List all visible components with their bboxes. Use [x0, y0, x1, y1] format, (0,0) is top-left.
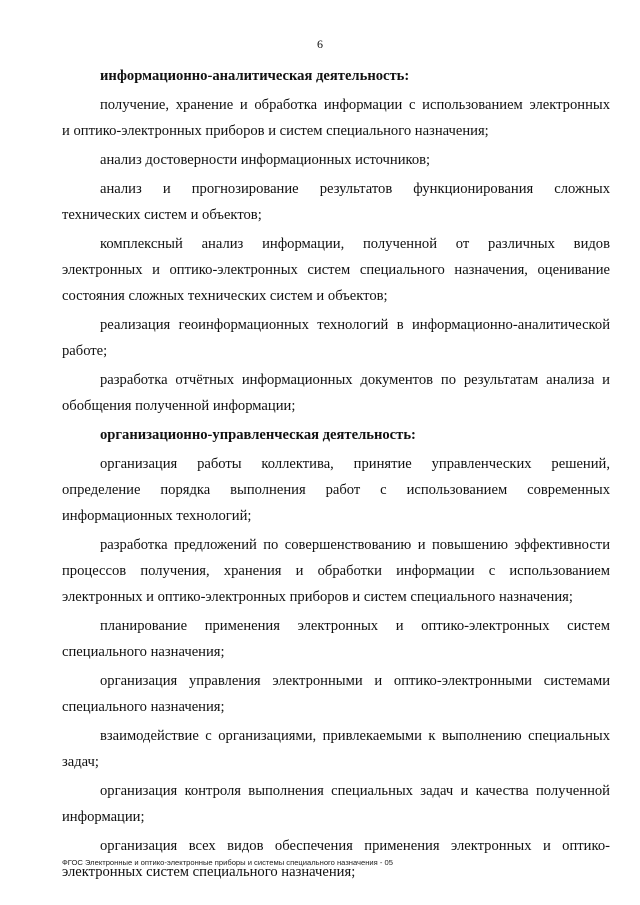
- text-line: электронных и оптико-электронных приборов и систем специального назначения;: [62, 589, 573, 605]
- paragraph: [62, 312, 610, 364]
- text-line: организационно-управленческая деятельность:: [100, 427, 416, 443]
- text-line: взаимодействие с организациями, привлекаемыми к выполнению специальных: [100, 728, 610, 744]
- page-footer: ФГОС Электронные и оптико-электронные приборы и системы специального назначения - 05: [62, 858, 393, 867]
- paragraph: [62, 367, 610, 419]
- text-line: и оптико-электронных приборов и систем специального назначения;: [62, 123, 489, 139]
- text-line: технических систем и объектов;: [62, 207, 262, 223]
- text-line: анализ достоверности информационных источников;: [100, 152, 431, 168]
- text-line: состояния сложных технических систем и объектов;: [62, 288, 388, 304]
- text-line: разработка предложений по совершенствованию и повышению эффективности: [100, 537, 610, 553]
- section-heading: [62, 422, 610, 448]
- text-line: обобщения полученной информации;: [62, 398, 296, 414]
- text-line: анализ и прогнозирование результатов функционирования сложных: [100, 181, 610, 197]
- paragraph: [62, 92, 610, 144]
- text-line: разработка отчётных информационных документов по результатам анализа и: [100, 372, 610, 388]
- text-line: электронных систем специального назначения;: [62, 864, 356, 880]
- text-line: определение порядка выполнения работ с использованием современных: [62, 482, 610, 498]
- paragraph: [62, 451, 610, 529]
- text-line: организация всех видов обеспечения применения электронных и оптико-: [100, 838, 610, 854]
- text-line: организация работы коллектива, принятие управленческих решений,: [100, 456, 610, 472]
- paragraph: [62, 723, 610, 775]
- text-line: процессов получения, хранения и обработки информации с использованием: [62, 563, 610, 579]
- section-heading: [62, 63, 610, 89]
- text-line: организация управления электронными и оптико-электронными системами: [100, 673, 610, 689]
- text-line: организация контроля выполнения специальных задач и качества полученной: [100, 783, 610, 799]
- paragraph: [62, 778, 610, 830]
- text-line: реализация геоинформационных технологий в информационно-аналитической: [100, 317, 610, 333]
- paragraph: [62, 231, 610, 309]
- document-body: [62, 60, 610, 885]
- paragraph: [62, 668, 610, 720]
- text-line: информации;: [62, 809, 145, 825]
- text-line: специального назначения;: [62, 644, 225, 660]
- paragraph: [62, 532, 610, 610]
- text-line: работе;: [62, 343, 108, 359]
- text-line: информационных технологий;: [62, 508, 252, 524]
- text-line: информационно-аналитическая деятельность:: [100, 68, 410, 84]
- text-line: планирование применения электронных и оптико-электронных систем: [100, 618, 610, 634]
- paragraph: [62, 176, 610, 228]
- text-line: специального назначения;: [62, 699, 225, 715]
- text-line: задач;: [62, 754, 99, 770]
- text-line: электронных и оптико-электронных систем специального назначения, оценивание: [62, 262, 610, 278]
- paragraph: [62, 147, 610, 173]
- text-line: комплексный анализ информации, полученной от различных видов: [100, 236, 610, 252]
- text-line: получение, хранение и обработка информации с использованием электронных: [100, 97, 610, 113]
- paragraph: [62, 613, 610, 665]
- page-number: 6: [317, 37, 323, 51]
